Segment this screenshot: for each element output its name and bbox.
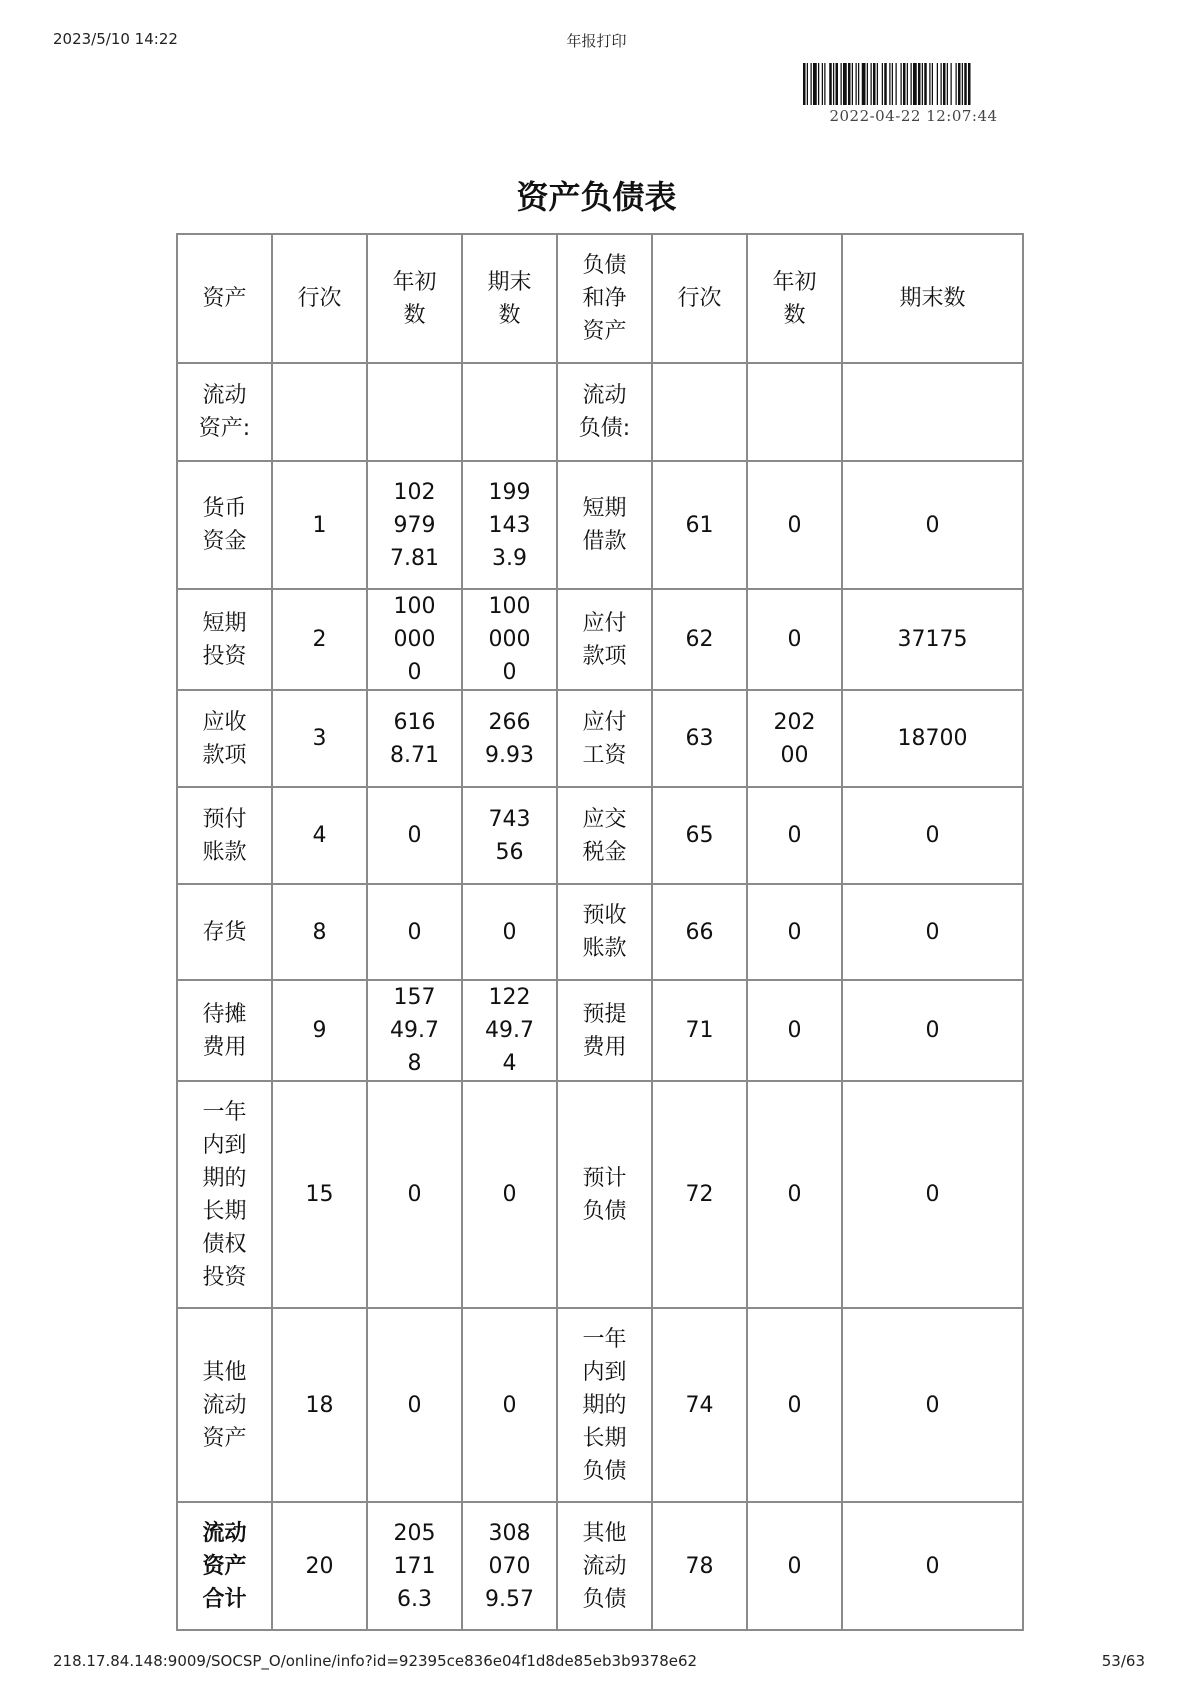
liability-line-cell: 72 [652,1081,747,1308]
asset-line-cell: 20 [272,1502,367,1630]
header-asset-end-cell: 期末数 [462,234,557,363]
asset-begin-cell: 0 [367,1081,462,1308]
header-asset-name-cell: 资产 [177,234,272,363]
asset-begin-cell [367,363,462,461]
liability-end-cell [842,363,1023,461]
asset-end-cell: 2669.93 [462,690,557,787]
liability-begin-cell: 0 [747,1502,842,1630]
liability-end-cell: 0 [842,1502,1023,1630]
table-row [177,1081,1023,1308]
asset-name-cell: 一年内到期的长期债权投资 [177,1081,272,1308]
asset-name-cell: 应收款项 [177,690,272,787]
asset-begin-cell: 0 [367,884,462,980]
page-number: 53/63 [1101,1652,1145,1670]
liability-begin-cell: 0 [747,884,842,980]
liability-line-cell: 66 [652,884,747,980]
liability-begin-cell: 0 [747,461,842,589]
asset-name-cell: 存货 [177,884,272,980]
asset-name-cell: 其他流动资产 [177,1308,272,1502]
liability-end-cell: 37175 [842,589,1023,690]
liability-line-cell: 65 [652,787,747,884]
header-asset-line-cell: 行次 [272,234,367,363]
header-liability-begin-cell: 年初数 [747,234,842,363]
table-row [177,787,1023,884]
asset-end-cell: 12249.74 [462,980,557,1081]
page-url: 218.17.84.148:9009/SOCSP_O/online/info?id=92395ce836e04f1d8de85eb3b9378e62 [53,1652,698,1670]
asset-end-cell: 0 [462,884,557,980]
header-liability-name-cell: 负债和净资产 [557,234,652,363]
asset-end-cell: 0 [462,1308,557,1502]
asset-name-cell: 货币资金 [177,461,272,589]
liability-begin-cell: 0 [747,980,842,1081]
table-row [177,363,1023,461]
barcode-image [803,63,1024,105]
liability-line-cell [652,363,747,461]
asset-line-cell: 3 [272,690,367,787]
asset-name-cell: 流动资产合计 [177,1502,272,1630]
print-header-title: 年报打印 [566,32,627,50]
liability-end-cell: 0 [842,461,1023,589]
asset-line-cell: 18 [272,1308,367,1502]
liability-end-cell: 0 [842,1081,1023,1308]
table-row [177,980,1023,1081]
liability-line-cell: 74 [652,1308,747,1502]
liability-line-cell: 71 [652,980,747,1081]
liability-begin-cell: 0 [747,1081,842,1308]
table-row [177,690,1023,787]
asset-name-cell: 待摊费用 [177,980,272,1081]
table-row [177,884,1023,980]
liability-line-cell: 78 [652,1502,747,1630]
liability-name-cell: 流动负债: [557,363,652,461]
asset-line-cell: 9 [272,980,367,1081]
liability-begin-cell: 0 [747,589,842,690]
asset-end-cell: 0 [462,1081,557,1308]
asset-begin-cell: 6168.71 [367,690,462,787]
liability-begin-cell: 20200 [747,690,842,787]
liability-name-cell: 应交税金 [557,787,652,884]
asset-begin-cell: 1029797.81 [367,461,462,589]
table-row [177,1502,1023,1630]
asset-line-cell: 2 [272,589,367,690]
liability-name-cell: 应付款项 [557,589,652,690]
liability-begin-cell [747,363,842,461]
balance-sheet-table [176,233,1024,1631]
liability-name-cell: 预收账款 [557,884,652,980]
header-liability-line-cell: 行次 [652,234,747,363]
asset-name-cell: 短期投资 [177,589,272,690]
asset-name-cell: 预付账款 [177,787,272,884]
asset-line-cell: 8 [272,884,367,980]
header-liability-end-cell: 期末数 [842,234,1023,363]
asset-line-cell: 4 [272,787,367,884]
liability-begin-cell: 0 [747,787,842,884]
liability-name-cell: 短期借款 [557,461,652,589]
barcode-timestamp: 2022-04-22 12:07:44 [829,107,998,125]
table-header-row [177,234,1023,363]
liability-line-cell: 62 [652,589,747,690]
asset-begin-cell: 0 [367,787,462,884]
asset-begin-cell: 2051716.3 [367,1502,462,1630]
liability-end-cell: 18700 [842,690,1023,787]
liability-end-cell: 0 [842,884,1023,980]
asset-line-cell: 15 [272,1081,367,1308]
asset-begin-cell: 15749.78 [367,980,462,1081]
table-row [177,461,1023,589]
liability-line-cell: 63 [652,690,747,787]
asset-line-cell: 1 [272,461,367,589]
liability-name-cell: 一年内到期的长期负债 [557,1308,652,1502]
asset-line-cell [272,363,367,461]
asset-end-cell [462,363,557,461]
liability-end-cell: 0 [842,980,1023,1081]
liability-line-cell: 61 [652,461,747,589]
print-datetime: 2023/5/10 14:22 [53,30,178,48]
asset-end-cell: 1000000 [462,589,557,690]
liability-end-cell: 0 [842,1308,1023,1502]
asset-end-cell: 3080709.57 [462,1502,557,1630]
table-row [177,1308,1023,1502]
asset-end-cell: 74356 [462,787,557,884]
liability-name-cell: 应付工资 [557,690,652,787]
asset-name-cell: 流动资产: [177,363,272,461]
asset-begin-cell: 1000000 [367,589,462,690]
liability-name-cell: 预计负债 [557,1081,652,1308]
liability-name-cell: 其他流动负债 [557,1502,652,1630]
liability-name-cell: 预提费用 [557,980,652,1081]
asset-end-cell: 1991433.9 [462,461,557,589]
page-title: 资产负债表 [516,178,677,216]
liability-end-cell: 0 [842,787,1023,884]
liability-begin-cell: 0 [747,1308,842,1502]
table-row [177,589,1023,690]
header-asset-begin-cell: 年初数 [367,234,462,363]
asset-begin-cell: 0 [367,1308,462,1502]
